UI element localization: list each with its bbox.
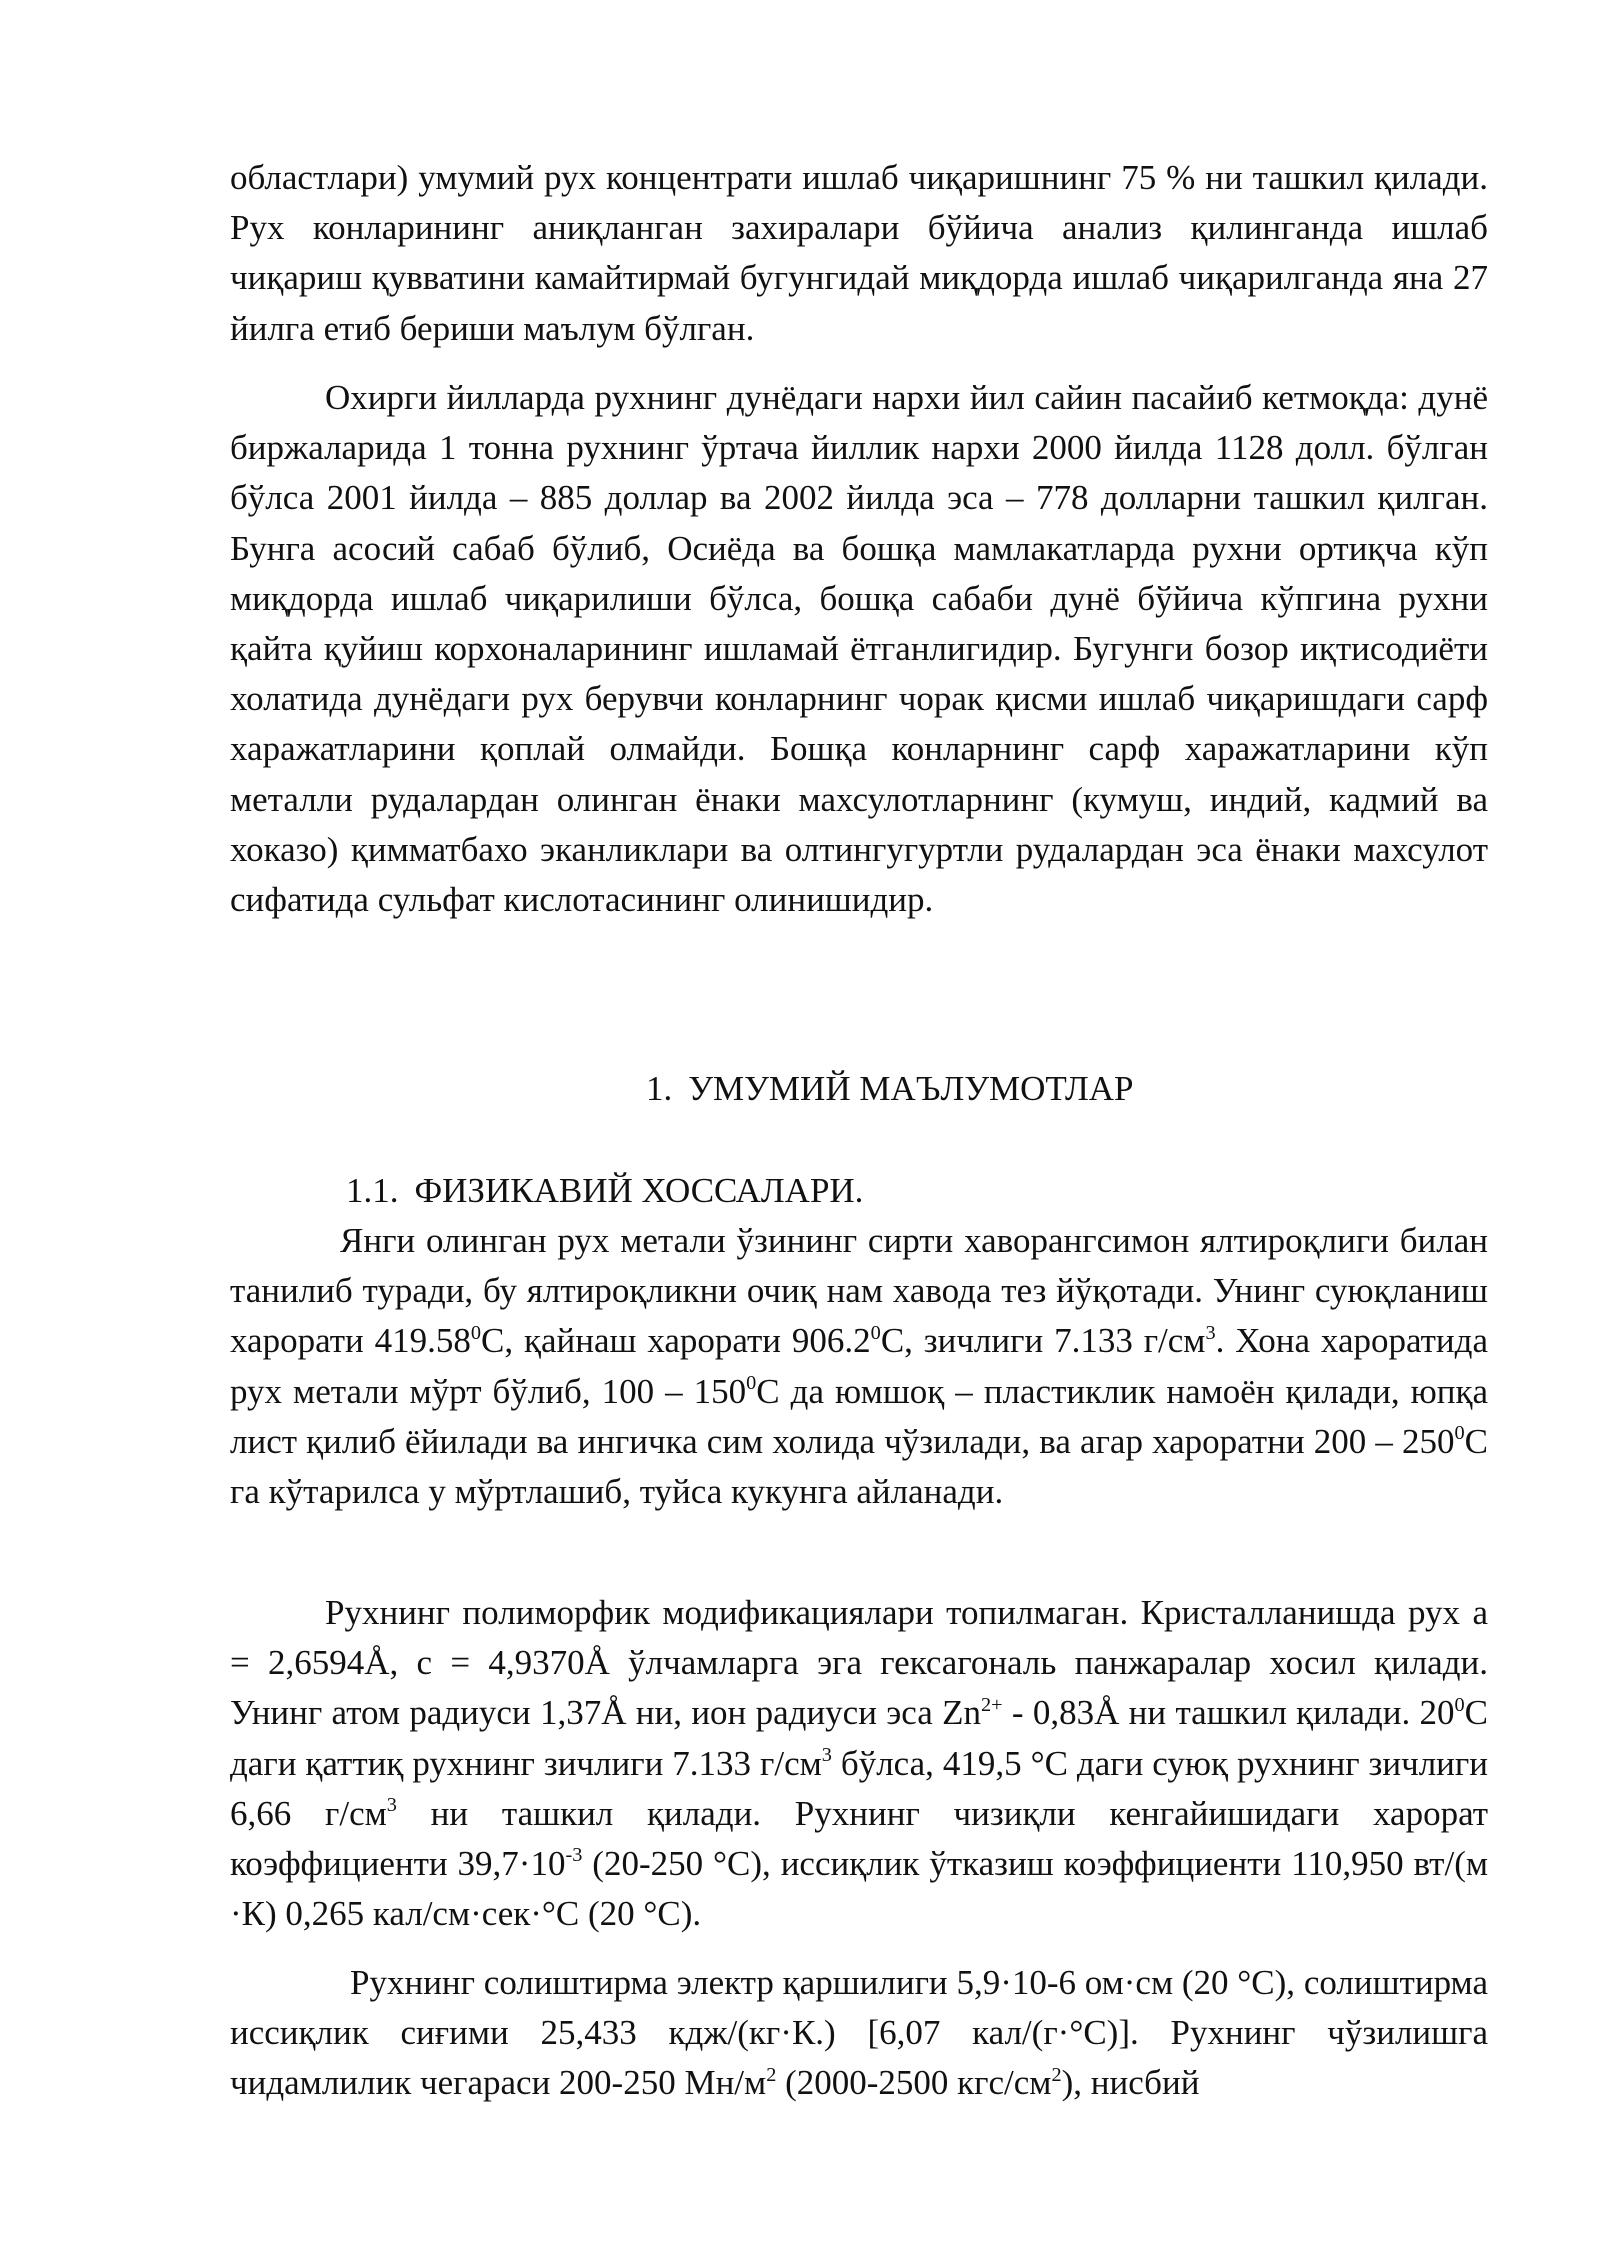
paragraph-zinc-prices: Охирги йилларда рухнинг дунёдаги нархи йил сайин пасайиб кетмоқда: дунё биржаларида 1 тонна рухнинг ўртача йиллик нархи 2000 йилда 1128 долл. бўлган бўлса 2001 йилда – 885 доллар ва 2002 йилда эса – 778 долларни ташкил қилган. Бунга асосий сабаб бўлиб, Осиёда ва бошқа мамлакатларда рухни ортиқча кўп миқдорда ишлаб чиқарилиши бўлса, бошқа сабаби дунё бўйича кўпгина рухни қайта қуйиш корхоналарининг ишламай ётганлигидир. Бугунги бозор иқтисодиёти холатида дунёдаги рух берувчи конларнинг чорак қисми ишлаб чиқаришдаги сарф харажатларини қоплай олмайди. Бошқа конларнинг сарф харажатларини кўп металли рудалардан олинган ёнаки махсулотларнинг (кумуш, индий, кадмий ва хоказо) қимматбахо эканликлари ва олтингугуртли рудалардан эса ёнаки махсулот сифатида сульфат кислотасининг олинишидир. (230, 378, 1488, 920)
section-heading (646, 1064, 1134, 1114)
section-title: УМУМИЙ МАЪЛУМОТЛАР (688, 1069, 1134, 1108)
paragraph-physical-properties: Янги олинган рух метали ўзининг сирти хаворангсимон ялтироқлиги билан танилиб туради, бу ялтироқликни очиқ нам хавода тез йўқотади. Унинг суюқланиш харорати 419.58$^0$С, қайнаш харорати 906.2$^0$С, зичлиги 7.133 $г/см^3$. Хона хароратида рух метали мўрт бўлиб, $100 - 150^0С$ да юмшоқ – пластиклик намоён қилади, юпқа лист қилиб ёйилади ва ингичка сим холида чўзилади, ва агар хароратни $200 - 250^0С$ га кўтарилса у мўртлашиб, туйса кукунга айланади. (230, 1221, 1488, 1512)
subsection-heading (346, 1166, 863, 1216)
paragraph-electrical-properties: Рухнинг солиштирма электр қаршилиги 5,9·10-6 ом·см (20 °С), солиштирма иссиқлик сиғими 25,433 кдж/(кг·К.) [6,07 кал/(г·°С)]. Рухнинг чўзилишга чидамлилик чегараси 200-250 $Мн/м^2$ (2000-2500 кгс/$см^2$), нисбий (230, 1963, 1488, 2103)
subsection-number: 1.1. (346, 1171, 399, 1210)
subsection-title: ФИЗИКАВИЙ ХОССАЛАРИ. (414, 1171, 864, 1210)
paragraph-zinc-concentrate: областлари) умумий рух концентрати ишлаб чиқаришнинг 75 % ни ташкил қилади. Рух конларининг аниқланган захиралари бўйича анализ қилинганда ишлаб чиқариш қувватини камайтирмай бугунгидай миқдорда ишлаб чиқарилганда яна 27 йилга етиб бериши маълум бўлган. (230, 158, 1488, 348)
section-number: 1. (646, 1069, 673, 1108)
paragraph-crystal-structure: Рухнинг полиморфик модификациялари топилмаган. Кристалланишда рух a = 2,6594Å, c = 4,9370Å ўлчамларга эга гексагональ панжаралар хосил қилади. Унинг атом радиуси 1,37Å ни, ион радиуси эса $Zn^{2+}$ - 0,83Å ни ташкил қилади. $20^0С$ даги қаттиқ рухнинг зичлиги 7.133 $г/см^3$ бўлса, 419,5 °С даги суюқ рухнинг зичлиги 6,66 $г/см^3$ ни ташкил қилади. Рухнинг чизиқли кенгайишидаги харорат коэффициенти $39,7\cdot 10^{-3}$ (20-250 °С), иссиқлик ўтказиш коэффициенти 110,950 вт/(м ·К) 0,265 кал/см·сек·°С (20 °С). (230, 1593, 1489, 1934)
